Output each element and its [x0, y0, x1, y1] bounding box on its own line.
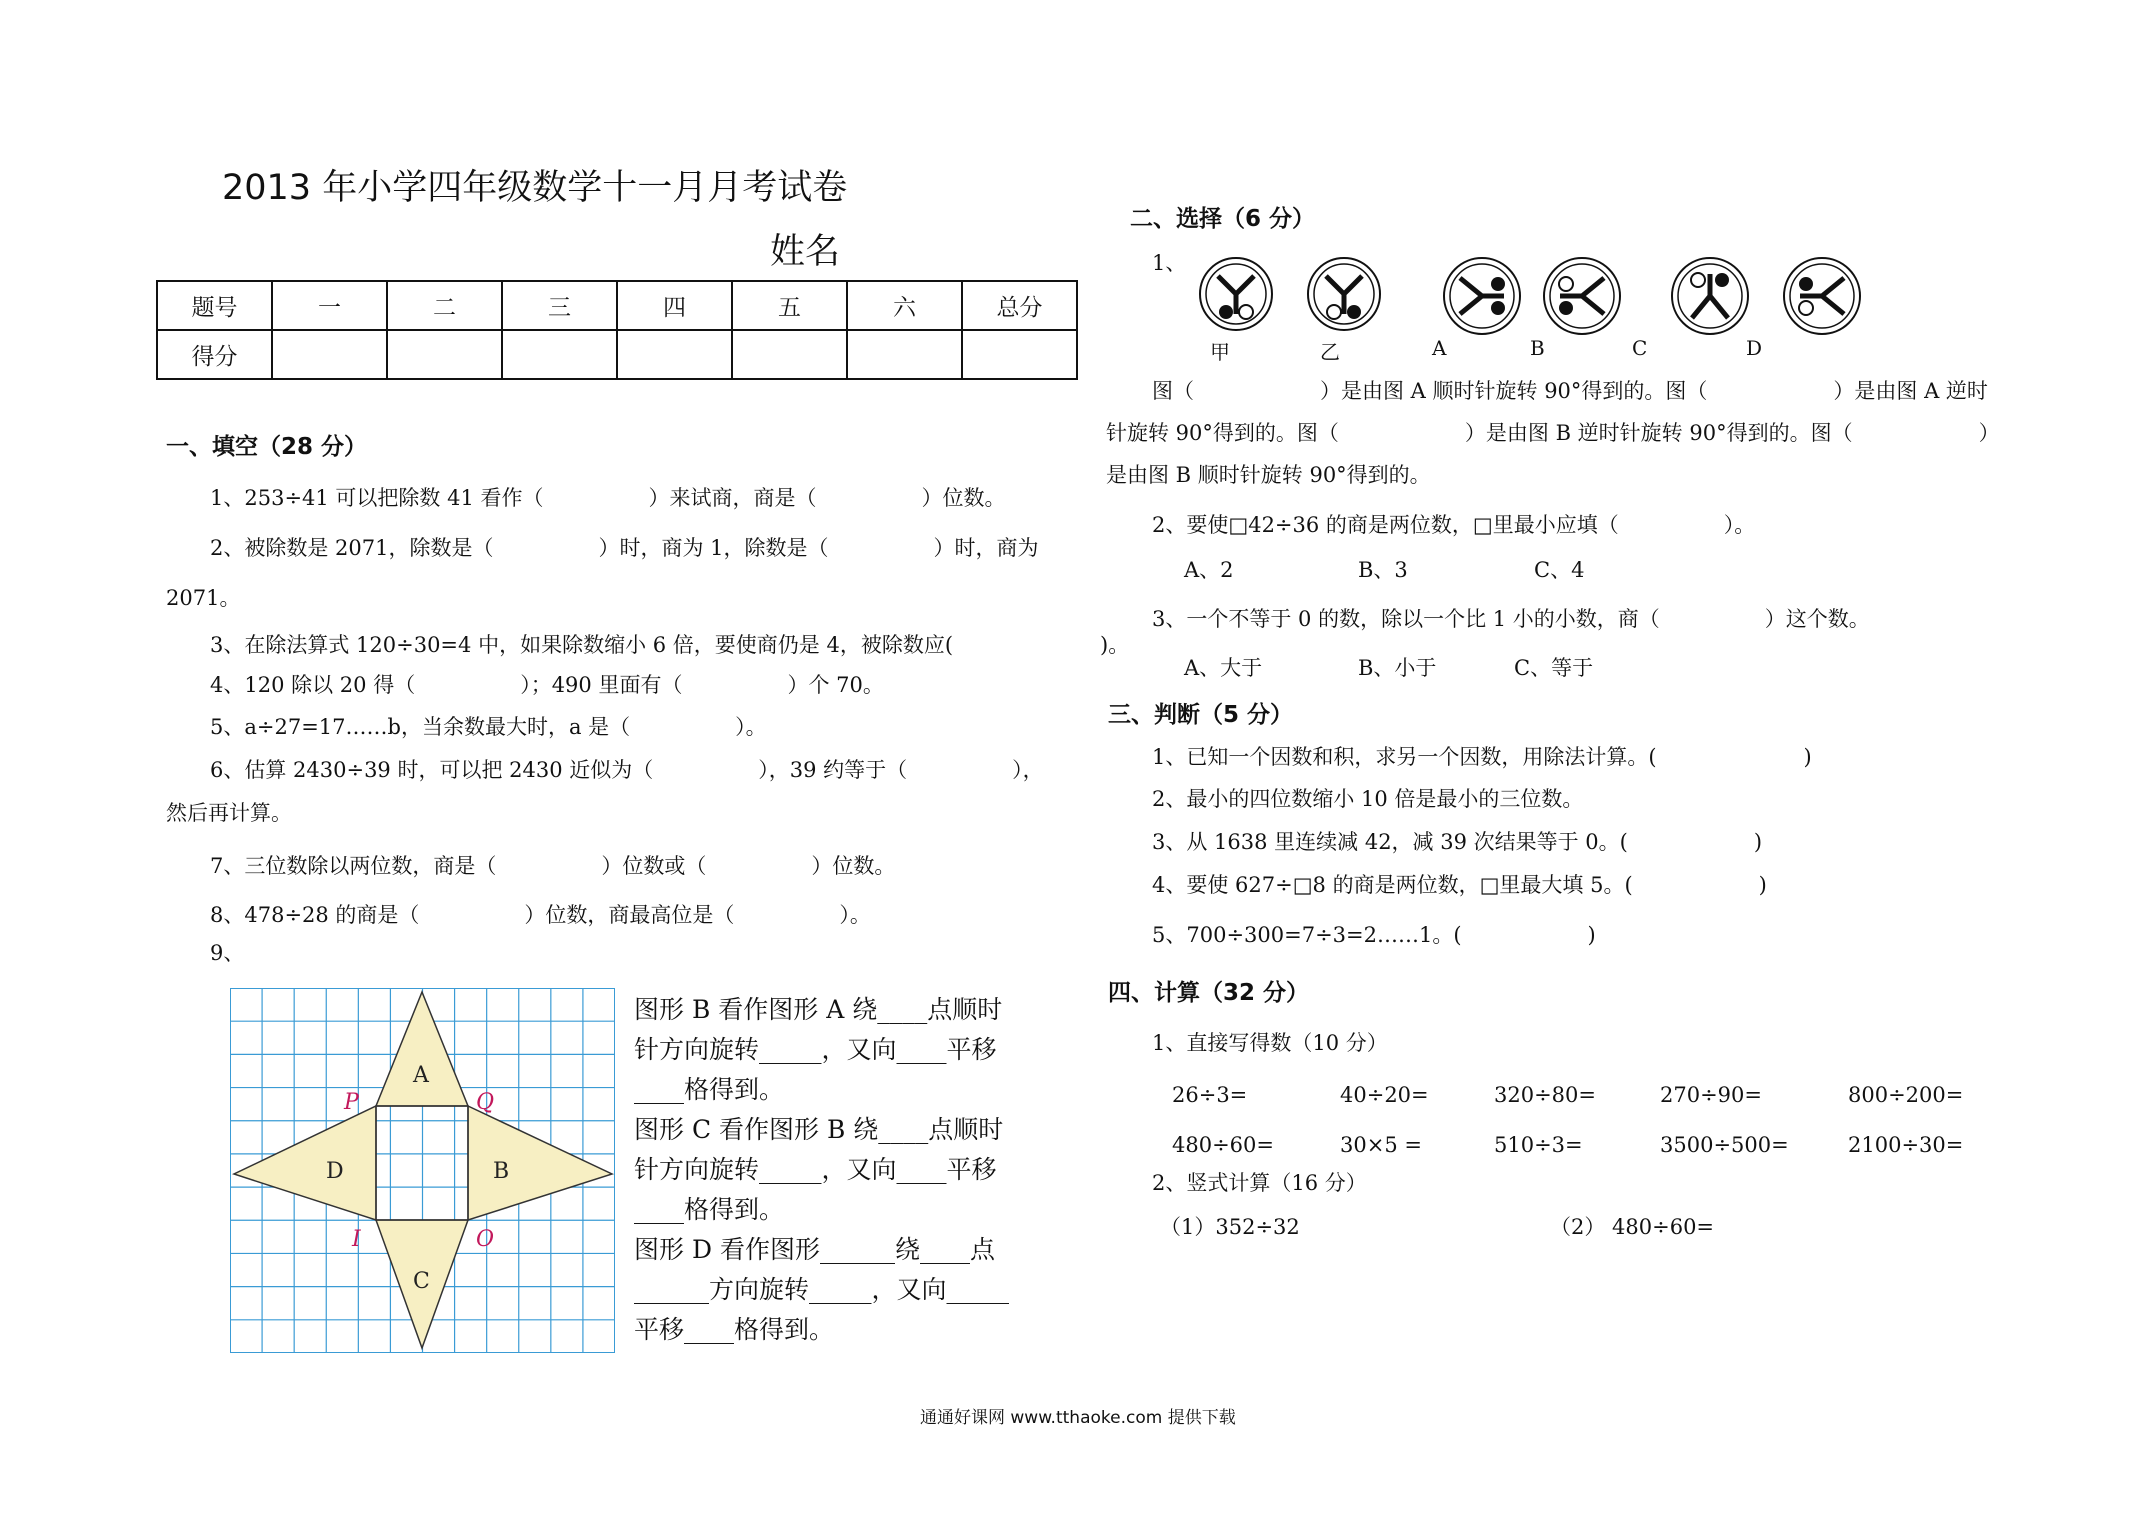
label-p: P	[344, 1090, 359, 1115]
calc-item: 26÷3=	[1172, 1083, 1248, 1107]
fill-q2-line2: 2071。	[166, 586, 241, 610]
exam-title: 2013 年小学四年级数学十一月月考试卷	[222, 168, 848, 208]
figure-yi	[1304, 254, 1384, 334]
q9-text-block	[634, 990, 1054, 1350]
choice-q3: 3、一个不等于 0 的数，除以一个比 1 小的小数，商（ ）这个数。	[1152, 607, 1870, 631]
choice-q3-option: B、小于	[1358, 656, 1437, 680]
score-cell: 六	[847, 281, 962, 330]
footer-credit: 通通好课网 www.tthaoke.com 提供下载	[920, 1408, 1236, 1428]
rotation-grid-figure	[230, 988, 615, 1353]
calc-item: 320÷80=	[1494, 1083, 1596, 1107]
figure-label: B	[1530, 336, 1545, 360]
q9-line: ______方向旋转_____，又向_____	[634, 1275, 1010, 1304]
figure-d	[1780, 254, 1864, 338]
q9-line: 针方向旋转_____，又向____平移	[634, 1035, 997, 1064]
q9-line: ____格得到。	[634, 1195, 785, 1224]
fill-q1: 1、253÷41 可以把除数 41 看作（ ）来试商，商是（ ）位数。	[210, 486, 1006, 510]
score-table-header-row	[157, 281, 1077, 330]
score-cell	[617, 330, 732, 379]
figure-label: 甲	[1210, 340, 1230, 364]
choice-q2-option: A、2	[1184, 558, 1234, 582]
q9-line: 图形 C 看作图形 B 绕____点顺时	[634, 1115, 1004, 1144]
fill-q2-line1: 2、被除数是 2071，除数是（ ）时，商为 1，除数是（ ）时，商为	[210, 536, 1039, 560]
judge-item: 3、从 1638 里连续减 42，减 39 次结果等于 0。( )	[1152, 830, 1763, 854]
q9-line: 图形 B 看作图形 A 绕____点顺时	[634, 995, 1003, 1024]
vertical-calc-1: （1）352÷32	[1160, 1215, 1300, 1239]
q9-line: 图形 D 看作图形______绕____点	[634, 1235, 995, 1264]
fill-q9-number: 9、	[210, 941, 245, 965]
score-cell	[272, 330, 387, 379]
figure-c	[1668, 254, 1752, 338]
figure-label: C	[1632, 336, 1648, 360]
fill-q7: 7、三位数除以两位数，商是（ ）位数或（ ）位数。	[210, 854, 896, 878]
label-d: D	[326, 1159, 344, 1184]
judge-item: 4、要使 627÷□8 的商是两位数，□里最大填 5。( )	[1152, 873, 1767, 897]
figure-jia	[1196, 254, 1276, 334]
judge-item: 1、已知一个因数和积，求另一个因数，用除法计算。( )	[1152, 745, 1812, 769]
section-3-heading: 三、判断（5 分）	[1108, 702, 1294, 728]
figure-label: D	[1746, 336, 1763, 360]
score-cell	[502, 330, 617, 379]
calc-item: 480÷60=	[1172, 1133, 1274, 1157]
judge-item: 5、700÷300=7÷3=2……1。( )	[1152, 923, 1596, 947]
fill-q6-line2: 然后再计算。	[166, 801, 292, 825]
choice-q1-line1: 图（ ）是由图 A 顺时针旋转 90°得到的。图（ ）是由图 A 逆时	[1152, 379, 1988, 403]
choice-q3-option: A、大于	[1184, 656, 1263, 680]
score-cell: 三	[502, 281, 617, 330]
label-i: I	[352, 1227, 361, 1252]
judge-item: 2、最小的四位数缩小 10 倍是最小的三位数。	[1152, 787, 1584, 811]
label-c: C	[413, 1269, 430, 1294]
q9-line: 针方向旋转_____，又向____平移	[634, 1155, 997, 1184]
score-table-score-row	[157, 330, 1077, 379]
choice-q1-line2: 针旋转 90°得到的。图（ ）是由图 B 逆时针旋转 90°得到的。图（ ）	[1106, 421, 2000, 445]
score-table	[156, 280, 1078, 380]
score-cell: 五	[732, 281, 847, 330]
figure-a	[1440, 254, 1524, 338]
calc-item: 800÷200=	[1848, 1083, 1964, 1107]
choice-q2-option: B、3	[1358, 558, 1408, 582]
score-cell	[732, 330, 847, 379]
score-cell	[962, 330, 1077, 379]
calc-item: 3500÷500=	[1660, 1133, 1789, 1157]
name-label: 姓名	[770, 232, 841, 272]
figure-b	[1540, 254, 1624, 338]
choice-q1-number: 1、	[1152, 251, 1187, 275]
figure-label: A	[1432, 336, 1447, 360]
fill-q5: 5、a÷27=17……b，当余数最大时，a 是（ ）。	[210, 715, 767, 739]
score-cell: 题号	[157, 281, 272, 330]
score-cell: 总分	[962, 281, 1077, 330]
calc-item: 270÷90=	[1660, 1083, 1762, 1107]
choice-q1-line3: 是由图 B 顺时针旋转 90°得到的。	[1106, 463, 1431, 487]
score-cell	[847, 330, 962, 379]
score-cell	[387, 330, 502, 379]
calc-item: 40÷20=	[1340, 1083, 1429, 1107]
calc-item: 510÷3=	[1494, 1133, 1583, 1157]
q9-line: 平移____格得到。	[634, 1315, 835, 1344]
fill-q3: 3、在除法算式 120÷30=4 中，如果除数缩小 6 倍，要使商仍是 4，被除数应( )。	[210, 633, 1130, 657]
score-cell: 四	[617, 281, 732, 330]
label-b: B	[493, 1159, 510, 1184]
section-4-heading: 四、计算（32 分）	[1108, 980, 1310, 1006]
vertical-calc-2: （2） 480÷60=	[1550, 1215, 1715, 1239]
calc-item: 30×5 =	[1340, 1133, 1422, 1157]
fill-q6-line1: 6、估算 2430÷39 时，可以把 2430 近似为（ ），39 约等于（ ），	[210, 758, 1044, 782]
label-q: Q	[476, 1090, 495, 1115]
score-cell: 二	[387, 281, 502, 330]
calc-sub2-heading: 2、竖式计算（16 分）	[1152, 1171, 1367, 1195]
section-2-heading: 二、选择（6 分）	[1130, 206, 1316, 232]
calc-item: 2100÷30=	[1848, 1133, 1964, 1157]
q9-line: ____格得到。	[634, 1075, 785, 1104]
figure-label: 乙	[1320, 340, 1340, 364]
calc-sub1-heading: 1、直接写得数（10 分）	[1152, 1031, 1388, 1055]
choice-q2-option: C、4	[1534, 558, 1585, 582]
fill-q8: 8、478÷28 的商是（ ）位数，商最高位是（ ）。	[210, 903, 871, 927]
section-1-heading: 一、填空（28 分）	[166, 434, 368, 460]
score-cell: 得分	[157, 330, 272, 379]
choice-q3-option: C、等于	[1514, 656, 1594, 680]
label-o: O	[476, 1227, 495, 1252]
choice-q2: 2、要使□42÷36 的商是两位数，□里最小应填（ ）。	[1152, 513, 1756, 537]
label-a: A	[413, 1063, 429, 1088]
fill-q4: 4、120 除以 20 得（ ）；490 里面有（ ）个 70。	[210, 673, 884, 697]
score-cell: 一	[272, 281, 387, 330]
